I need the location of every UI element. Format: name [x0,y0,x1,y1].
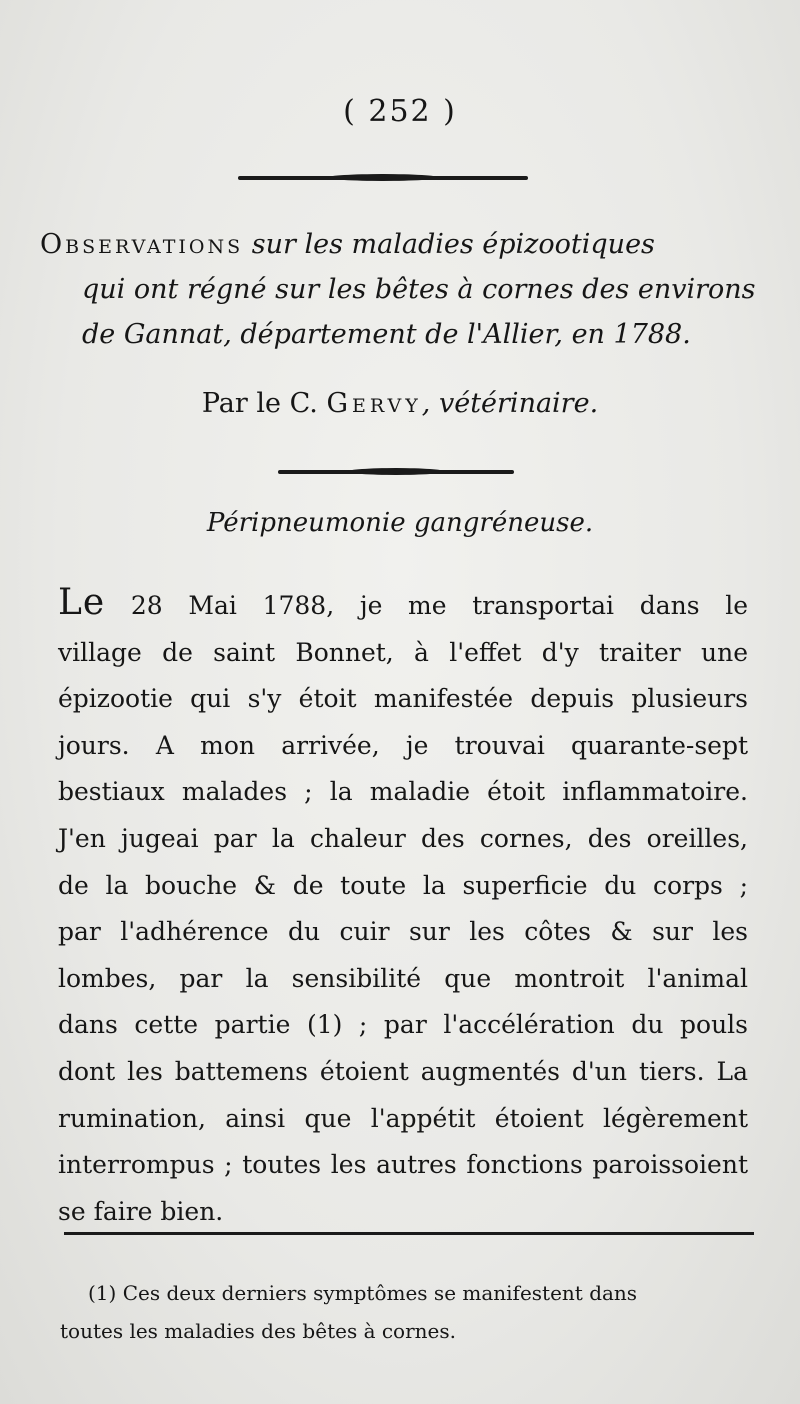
body-line: bestiaux malades ; la maladie étoit inflammatoire. [58,777,748,807]
footnote [60,1274,760,1350]
body-line: par l'adhérence du cuir sur les côtes & sur les [58,917,748,947]
title-line-2: qui ont régné sur les bêtes à cornes des environs [82,274,756,305]
body-paragraph [58,580,748,1235]
title-line-1-rest: sur les maladies épizootiques [251,229,655,260]
body-line [58,580,748,630]
body-line: de la bouche & de toute la superficie du corps ; [58,870,748,900]
footnote-rule [64,1232,754,1235]
footnote-line: (1) Ces deux derniers symptômes se manifestent dans [88,1281,638,1305]
body-line: J'en jugeai par la chaleur des cornes, des oreilles, [58,823,748,853]
byline-role: , vétérinaire. [421,388,599,419]
body-line: épizootie qui s'y étoit manifestée depuis plusieurs [58,684,748,714]
body-line: interrompus ; toutes les autres fonctions paroissoient [58,1150,748,1180]
title-lead-word: Observations [40,229,244,260]
page-number: ( 252 ) [343,94,457,129]
body-line: rumination, ainsi que l'appétit étoient légèrement [58,1103,748,1133]
title-line-1 [40,222,740,267]
body-line: se faire bien. [58,1196,224,1226]
ornamental-rule-middle [278,470,514,474]
byline [0,388,800,419]
section-subtitle: Péripneumonie gangréneuse. [206,508,594,538]
title-line-3: de Gannat, département de l'Allier, en 1788. [82,319,691,350]
byline-prefix: Par le C. [201,388,318,419]
body-line: village de saint Bonnet, à l'effet d'y traiter une [58,637,748,667]
byline-author: Gervy [326,388,422,419]
footnote-line: toutes les maladies des bêtes à cornes. [60,1319,456,1343]
body-line-text: 28 Mai 1788, je me transportai dans le [130,591,749,620]
article-title [40,222,756,357]
drop-cap: Le [58,582,106,623]
ornamental-rule-top [238,176,528,180]
body-line: jours. A mon arrivée, je trouvai quarante-sept [58,730,748,760]
body-line: dans cette partie (1) ; par l'accélération du pouls [58,1010,748,1040]
body-line: lombes, par la sensibilité que montroit l'animal [58,963,748,993]
body-line: dont les battemens étoient augmentés d'un tiers. La [58,1056,748,1086]
